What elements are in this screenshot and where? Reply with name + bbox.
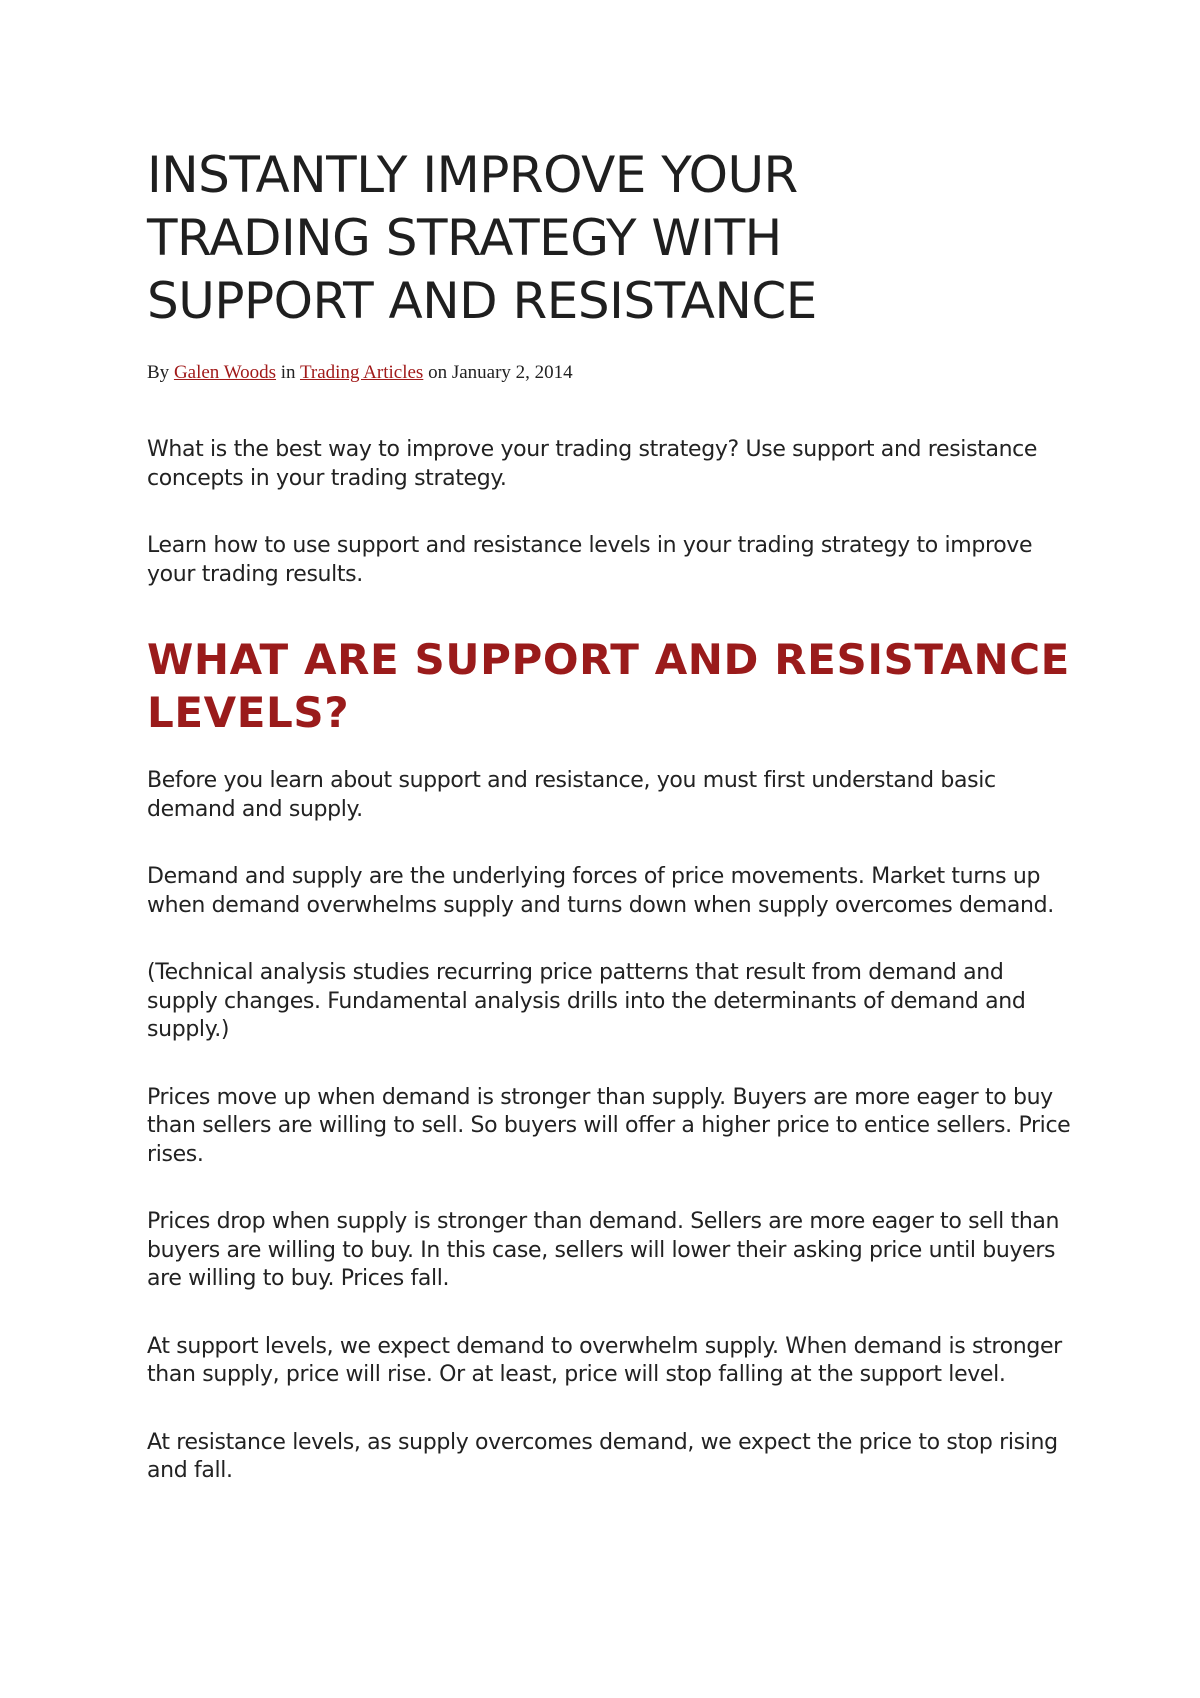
category-link[interactable]: Trading Articles bbox=[299, 362, 424, 383]
section-paragraph: At resistance levels, as supply overcomes demand, we expect the price to stop rising and fall. bbox=[147, 1429, 1058, 1483]
section-paragraph: (Technical analysis studies recurring price patterns that result from demand and supply changes. Fundamental analysis drills into the determinants of demand and supply.) bbox=[147, 960, 1026, 1042]
section-paragraph: Demand and supply are the underlying forces of price movements. Market turns up when demand overwhelms supply and turns down when supply overcomes demand. bbox=[147, 864, 1054, 918]
section-paragraph: Prices move up when demand is stronger than supply. Buyers are more eager to buy than sellers are willing to sell. So buyers will offer a higher price to entice sellers. Price rises. bbox=[147, 1084, 1071, 1167]
section-heading: WHAT ARE SUPPORT AND RESISTANCE LEVELS? bbox=[147, 635, 1070, 737]
byline-in: in bbox=[280, 362, 296, 383]
byline-prefix: By bbox=[147, 362, 170, 383]
intro-paragraph: Learn how to use support and resistance levels in your trading strategy to improve your trading results. bbox=[147, 533, 1033, 587]
intro-paragraph: What is the best way to improve your trading strategy? Use support and resistance concepts in your trading strategy. bbox=[147, 437, 1038, 491]
section-paragraph: At support levels, we expect demand to overwhelm supply. When demand is stronger than supply, price will rise. Or at least, price will stop falling at the support level. bbox=[147, 1333, 1062, 1387]
byline-on: on bbox=[428, 362, 448, 383]
article bbox=[147, 144, 1077, 1486]
byline bbox=[147, 360, 1077, 386]
section-paragraph: Before you learn about support and resistance, you must first understand basic demand and supply. bbox=[147, 768, 996, 822]
publish-date: January 2, 2014 bbox=[451, 362, 573, 383]
section-paragraph: Prices drop when supply is stronger than demand. Sellers are more eager to sell than buyers are willing to buy. In this case, sellers will lower their asking price until buyers are willing to buy. Prices fall. bbox=[147, 1209, 1060, 1291]
author-link[interactable]: Galen Woods bbox=[173, 362, 277, 383]
article-title: INSTANTLY IMPROVE YOUR TRADING STRATEGY WITH SUPPORT AND RESISTANCE bbox=[147, 146, 817, 330]
